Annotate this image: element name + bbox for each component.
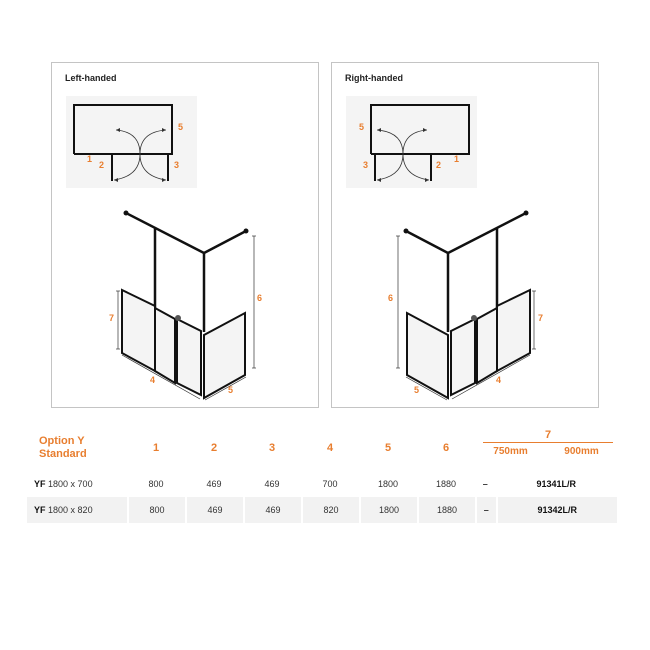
svg-text:5: 5 bbox=[228, 385, 234, 395]
svg-text:3: 3 bbox=[174, 160, 180, 170]
left-isometric-enclosure bbox=[52, 203, 320, 403]
cell-1: 800 bbox=[127, 497, 185, 523]
row-name bbox=[27, 497, 127, 523]
svg-text:4: 4 bbox=[150, 375, 156, 385]
cell-750mm: – bbox=[475, 497, 496, 523]
svg-text:5: 5 bbox=[178, 122, 184, 132]
left-handed-panel bbox=[51, 62, 319, 408]
dimensions-table bbox=[27, 425, 617, 523]
right-handed-panel bbox=[331, 62, 599, 408]
cell-900mm: 91341L/R bbox=[536, 479, 577, 489]
svg-text:1: 1 bbox=[454, 154, 460, 164]
cell-5: 1800 bbox=[377, 479, 399, 489]
table-row bbox=[27, 471, 617, 497]
svg-text:7: 7 bbox=[538, 313, 544, 323]
cell-4: 820 bbox=[301, 497, 359, 523]
right-floor-plan bbox=[346, 96, 477, 188]
floor-plan-diagram bbox=[66, 96, 197, 188]
svg-text:1: 1 bbox=[87, 154, 93, 164]
row-name bbox=[27, 471, 127, 497]
cell-900mm: 91342L/R bbox=[496, 497, 618, 523]
option-header bbox=[27, 425, 127, 471]
col-header-4: 4 bbox=[326, 442, 334, 454]
panel-title: Right-handed bbox=[345, 73, 403, 83]
svg-text:7: 7 bbox=[109, 313, 115, 323]
svg-text:6: 6 bbox=[257, 293, 263, 303]
cell-6: 1880 bbox=[417, 497, 475, 523]
cell-4: 700 bbox=[322, 479, 338, 489]
svg-text:6: 6 bbox=[388, 293, 394, 303]
svg-text:2: 2 bbox=[436, 160, 442, 170]
cell-3: 469 bbox=[243, 497, 301, 523]
col-header-6: 6 bbox=[442, 442, 450, 454]
col-header-2: 2 bbox=[210, 442, 218, 454]
svg-text:2: 2 bbox=[99, 160, 105, 170]
svg-text:4: 4 bbox=[496, 375, 502, 385]
row-size: 1800 x 820 bbox=[48, 505, 93, 515]
row-prefix: YF bbox=[34, 505, 46, 515]
table-row bbox=[27, 497, 617, 523]
col-header-900mm: 900mm bbox=[564, 446, 599, 457]
svg-text:5: 5 bbox=[414, 385, 420, 395]
col-header-7: 7 bbox=[483, 429, 613, 443]
row-size: 1800 x 700 bbox=[48, 479, 93, 489]
cell-2: 469 bbox=[185, 497, 243, 523]
isometric-diagram bbox=[52, 203, 320, 403]
table-header-row bbox=[27, 425, 617, 471]
cell-750mm: – bbox=[482, 479, 488, 489]
col-header-1: 1 bbox=[152, 442, 160, 454]
svg-text:5: 5 bbox=[359, 122, 365, 132]
col-header-5: 5 bbox=[384, 442, 392, 454]
cell-1: 800 bbox=[148, 479, 164, 489]
option-line1: Option Y bbox=[39, 435, 85, 447]
row-prefix: YF bbox=[34, 479, 46, 489]
svg-text:3: 3 bbox=[363, 160, 369, 170]
left-floor-plan bbox=[66, 96, 197, 188]
cell-6: 1880 bbox=[435, 479, 457, 489]
panel-title: Left-handed bbox=[65, 73, 117, 83]
col-header-3: 3 bbox=[268, 442, 276, 454]
isometric-diagram bbox=[332, 203, 600, 403]
cell-5: 1800 bbox=[359, 497, 417, 523]
floor-plan-diagram bbox=[346, 96, 477, 188]
cell-3: 469 bbox=[264, 479, 280, 489]
cell-2: 469 bbox=[206, 479, 222, 489]
right-isometric-enclosure bbox=[332, 203, 600, 403]
option-line2: Standard bbox=[39, 448, 87, 460]
col-header-750mm: 750mm bbox=[493, 446, 528, 457]
col-header-7-group bbox=[475, 425, 617, 471]
